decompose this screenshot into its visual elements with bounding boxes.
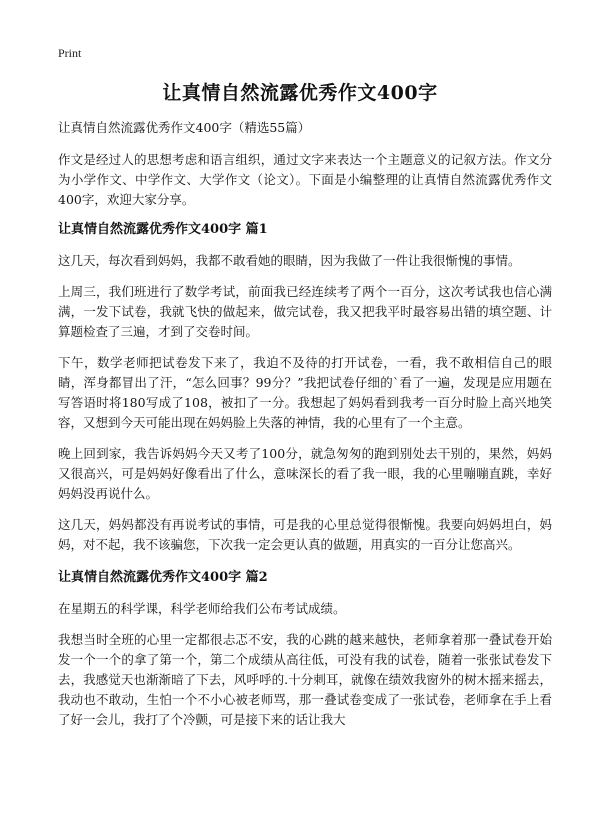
article-subtitle: 让真情自然流露优秀作文400字（精选55篇） — [58, 120, 311, 135]
article-body — [58, 118, 552, 741]
section1-paragraph-4: 晚上回到家，我告诉妈妈今天又考了100分，就急匆匆的跑到别处去干别的，果然，妈妈又很高兴，可是妈妈好像看出了什么，意味深长的看了我一眼，我的心里嘣嘣直跳，幸好妈妈没再说什么。 — [58, 446, 552, 501]
intro-paragraph: 作文是经过人的思想考虑和语言组织，通过文字来表达一个主题意义的记叙方法。作文分为小学作文、中学作文、大学作文（论文）。下面是小编整理的让真情自然流露优秀作文400字，欢迎大家分享。 — [58, 152, 552, 207]
section-heading-2: 让真情自然流露优秀作文400字 篇2 — [58, 570, 268, 585]
section2-paragraph-2: 我想当时全班的心里一定都很忐忑不安，我的心跳的越来越快，老师拿着那一叠试卷开始发一个一个的拿了第一个，第二个成绩从高往低，可没有我的试卷，随着一张张试卷发下去，我感觉天也渐渐暗了下去，风呼呼的.十分刺耳，就像在绩效我窗外的树木摇来摇去，我动也不敢动，生怕一个不小心被老师骂，那一叠试卷变成了一张试卷，老师拿在手上看了好一会儿，我打了个冷颤，可是接下来的话让我大 — [58, 632, 552, 727]
section1-paragraph-1: 这几天，每次看到妈妈，我都不敢看她的眼睛，因为我做了一件让我很惭愧的事情。 — [58, 253, 521, 268]
section2-paragraph-1: 在星期五的科学课，科学老师给我们公布考试成绩。 — [58, 601, 346, 616]
section-heading-1: 让真情自然流露优秀作文400字 篇1 — [58, 222, 268, 237]
print-link[interactable]: Print — [58, 46, 82, 60]
page-title: 让真情自然流露优秀作文400字 — [162, 82, 438, 104]
section1-paragraph-3: 下午，数学老师把试卷发下来了，我迫不及待的打开试卷，一看，我不敢相信自己的眼睛，浑身都冒出了汗，“怎么回事？99分？”我把试卷仔细的`看了一遍，发现是应用题在写答语时将180写成了108，被扣了一分。我想起了妈妈看到我考一百分时脸上高兴地笑容，又想到今天可能出现在妈妈脸上失落的神情，我的心里有了一个主意。 — [58, 355, 552, 430]
section1-paragraph-2: 上周三，我们班进行了数学考试，前面我已经连续考了两个一百分，这次考试我也信心满满，一发下试卷，我就飞快的做起来，做完试卷，我又把我平时最容易出错的填空题、计算题检查了三遍，才到了交卷时间。 — [58, 284, 552, 339]
section1-paragraph-5: 这几天，妈妈都没有再说考试的事情，可是我的心里总觉得很惭愧。我要向妈妈坦白，妈妈，对不起，我不该骗您，下次我一定会更认真的做题，用真实的一百分让您高兴。 — [58, 517, 552, 552]
